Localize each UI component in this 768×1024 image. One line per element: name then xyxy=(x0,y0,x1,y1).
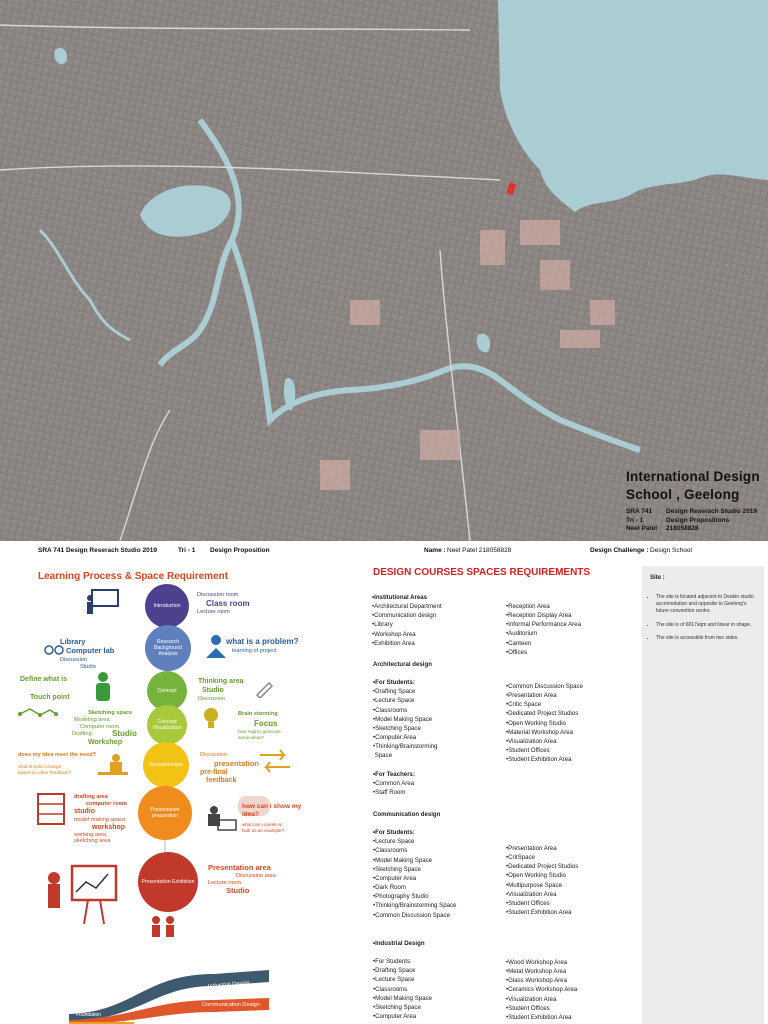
list-item: •Staff Room xyxy=(373,788,406,796)
presenting-desk-icon xyxy=(204,804,238,834)
list-item: •For Students: xyxy=(373,958,412,966)
list-item: •Sketching Space xyxy=(373,724,421,732)
list-item: •CritSpace xyxy=(506,854,535,862)
list-item: •Informal Performance Area xyxy=(506,621,581,629)
list-item: •Workshop Area xyxy=(372,630,416,638)
label: Define what is xyxy=(20,676,68,683)
list-item: •Thinking/Brainstorming xyxy=(373,743,438,751)
label: what is a problem? xyxy=(226,637,299,646)
map-title-line2: School , Geelong xyxy=(626,487,740,502)
list-item: •Visualization Area xyxy=(506,890,557,898)
list-item: •Library xyxy=(372,621,393,629)
list-item: Space xyxy=(373,752,392,760)
label: what should i change xyxy=(18,764,62,769)
list-item: •Student Offices xyxy=(506,747,550,755)
list-item: •Metal Workshop Area xyxy=(506,968,567,976)
label: Presentation area xyxy=(208,863,271,872)
list-item: •Student Offices xyxy=(506,1004,550,1012)
list-item: •Open Working Studio xyxy=(506,719,566,727)
flow-label-foundation: Foundation xyxy=(76,1012,102,1018)
list-item: •Classrooms xyxy=(373,706,408,714)
site-note: • The site is of 6017sqm and linear in shape. xyxy=(656,622,756,629)
list-item: •Presentation Area xyxy=(506,845,557,852)
sub-heading: •For Students: xyxy=(373,679,415,687)
learning-diagram xyxy=(14,582,310,1024)
header-tri: Tri - 1 xyxy=(178,547,196,554)
list-item: •Classrooms xyxy=(373,985,408,993)
label: studio xyxy=(74,808,95,815)
list-item: •Canteen xyxy=(506,639,532,647)
pencil-icon xyxy=(254,678,274,698)
label: idea? xyxy=(242,811,259,818)
industrial-left xyxy=(373,939,432,1021)
list-item: •Lecture Space xyxy=(373,976,415,984)
meta-key: Neel Patel xyxy=(626,525,658,533)
industrial-right xyxy=(506,958,577,1022)
label: Workshop xyxy=(88,739,123,746)
list-item: •Presentation Area xyxy=(506,692,557,700)
label: computer room xyxy=(86,801,128,807)
label: Class room xyxy=(206,599,250,608)
list-item: •Sketching Space xyxy=(373,1003,421,1011)
list-item: •Model Making Space xyxy=(373,994,433,1002)
label: Brain storming xyxy=(238,711,278,717)
label: Discussion xyxy=(198,696,226,702)
list-item: •Reception Area xyxy=(506,603,550,610)
architectural-right xyxy=(506,682,583,764)
list-item: •Ceramics Workshop Area xyxy=(506,986,578,994)
thinking-person-icon xyxy=(86,670,120,704)
label: Studio xyxy=(112,729,137,738)
label: model making space xyxy=(74,817,126,823)
list-item: •Student Exhibition Area xyxy=(506,1013,572,1021)
label: working area xyxy=(74,832,107,838)
stage-presentation-exhibition: Presentation Exhibition xyxy=(138,852,198,912)
header-proposition: Design Proposition xyxy=(210,547,270,554)
list-item: •Student Offices xyxy=(506,899,550,907)
list-item: •Drafting Space xyxy=(373,967,416,975)
label: Drafting xyxy=(72,731,92,737)
list-item: •Critic Space xyxy=(506,701,541,709)
list-item: •Multipurpose Space xyxy=(506,881,562,889)
list-item: •Exhibition Area xyxy=(372,639,415,647)
label: some ideas? xyxy=(238,735,265,740)
bookshelf-icon xyxy=(36,792,66,826)
stage-concept: Concept xyxy=(147,671,187,711)
list-item: •Architectural Department xyxy=(372,603,442,611)
presenter-chart-icon xyxy=(44,862,120,932)
label: Touch point xyxy=(30,694,70,701)
architectural-left xyxy=(373,660,437,797)
label: drafting area xyxy=(74,794,108,800)
section-heading: •Institutional Areas xyxy=(372,594,428,601)
stage-presentation-prep: Presentation preparation xyxy=(138,786,192,840)
label: Lecture room xyxy=(197,609,230,615)
label: what can i create or xyxy=(242,822,283,827)
label: pre-final xyxy=(200,769,228,776)
site-note: • The site is accessible from two sides. xyxy=(656,635,756,642)
label: Thinking area xyxy=(198,678,244,685)
learning-title: Learning Process & Space Requirement xyxy=(38,571,229,582)
section-heading: Communication design xyxy=(373,811,441,818)
label: Computer lab xyxy=(66,646,115,655)
institutional-right xyxy=(506,602,581,657)
list-item: •Computer Area xyxy=(373,1013,417,1021)
site-panel xyxy=(642,566,764,1024)
touch-point-line-icon xyxy=(18,706,58,720)
teacher-board-icon xyxy=(84,588,124,618)
map-title-line1: International Design xyxy=(626,469,760,484)
header-name-label: Name : xyxy=(424,547,446,554)
list-item: •Thinking/Brainstorming Space xyxy=(373,902,457,910)
list-item: •Computer Area xyxy=(373,734,417,742)
header-challenge-value: Design School xyxy=(650,547,692,554)
list-item: •Common Discussion Space xyxy=(373,911,450,919)
flow-label-industrial: Industrial Design xyxy=(207,980,250,990)
communication-left xyxy=(373,810,456,920)
stage-introduction: Introduction xyxy=(145,584,189,628)
list-item: •Common Area xyxy=(373,779,415,787)
meta-value: 218058828 xyxy=(666,525,699,533)
meta-key: Tri - 1 xyxy=(626,516,644,524)
label: Computer room xyxy=(80,724,119,730)
site-notes xyxy=(646,594,756,648)
meta-value: Design Propositions xyxy=(666,516,730,524)
list-item: •Communication design xyxy=(372,612,437,620)
list-item: •Glass Workshop Area xyxy=(506,977,567,985)
list-item: •Student Exhibition Area xyxy=(506,756,572,764)
list-item: •Model Making Space xyxy=(373,856,433,864)
list-item: •Offices xyxy=(506,648,527,656)
label: presentation xyxy=(214,759,260,768)
stage-concept-visualization: Concept Visualization xyxy=(147,705,187,745)
header-name-value: Neel Patel 218058828 xyxy=(447,547,512,554)
list-item: •Material Workshop Area xyxy=(506,728,574,736)
label: workshop xyxy=(92,824,126,831)
flow-label-communication: Communication Design xyxy=(202,1002,260,1008)
header-challenge-label: Design Challenge : xyxy=(590,547,649,554)
stage-research: Research Background Analysis xyxy=(145,625,191,671)
label: Lecture room xyxy=(208,880,241,886)
site-title: Site : xyxy=(650,575,665,581)
label: Studio xyxy=(202,687,224,694)
label: Modeling area xyxy=(74,717,110,723)
label: how might i generate xyxy=(238,729,281,734)
list-item: •Student Exhibition Area xyxy=(506,909,572,917)
list-item: •Visualization Area xyxy=(506,995,557,1003)
sheet-header xyxy=(0,547,768,559)
list-item: •Auditorium xyxy=(506,630,538,638)
list-item: •Wood Workshop Area xyxy=(506,959,568,966)
list-item: •Lecture Space xyxy=(373,838,415,846)
stage-reconstruction: Reconstruction xyxy=(143,742,189,788)
desk-figure-icon xyxy=(96,752,130,782)
label: how can i show my xyxy=(242,803,302,810)
label: sketching area xyxy=(74,838,111,844)
exchange-arrows-icon xyxy=(258,748,292,774)
list-item: •Drafting Space xyxy=(373,688,416,696)
meta-key: SRA 741 xyxy=(626,508,653,515)
communication-right xyxy=(506,844,578,917)
list-item: •Photography Studio xyxy=(373,893,429,901)
list-item: •Lecture Space xyxy=(373,697,415,705)
site-note: • The site is located adjacent to Deakin studio accomodation and opposite to Geelong's future convention centre. xyxy=(656,594,756,616)
label: Focus xyxy=(254,719,278,728)
sub-heading: •For Teachers: xyxy=(373,770,415,778)
list-item: •Model Making Space xyxy=(373,715,433,723)
list-item: •Visualization Area xyxy=(506,737,557,745)
list-item: •Sketching Space xyxy=(373,865,421,873)
label: built as an example? xyxy=(242,828,285,833)
label: Discussion area xyxy=(236,873,276,879)
section-heading: •Industrial Design xyxy=(373,940,425,947)
list-item: •Classrooms xyxy=(373,847,408,855)
institutional-left xyxy=(372,593,442,648)
label: learning of project xyxy=(232,648,277,654)
list-item: •Open Working Studio xyxy=(506,872,566,880)
label: Discussion room xyxy=(197,592,239,598)
meta-value: Design Reserach Studio 2019 xyxy=(666,508,758,515)
label: Library xyxy=(60,637,86,646)
label: Studio xyxy=(80,664,96,670)
list-item: •Common Discussion Space xyxy=(506,683,583,690)
header-course: SRA 741 Design Reserach Studio 2019 xyxy=(38,547,157,554)
audience-icon xyxy=(148,914,178,940)
sub-heading: •For Students: xyxy=(373,829,415,837)
label: based on other feedback? xyxy=(18,770,72,775)
list-item: •Dedicated Project Studios xyxy=(506,710,579,718)
list-item: •Reception Display Area xyxy=(506,612,572,620)
section-heading: Architectural design xyxy=(373,661,432,668)
label: Discussion xyxy=(60,657,88,663)
label: Discussion xyxy=(200,752,228,758)
label: Studio xyxy=(226,886,250,895)
map-title xyxy=(626,468,766,504)
idea-bulb-icon xyxy=(200,706,222,732)
map-meta xyxy=(626,508,757,534)
label: Sketching space xyxy=(88,710,133,716)
label: does my idea meet the need? xyxy=(18,752,97,758)
list-item: •Dedicated Project Studios xyxy=(506,863,579,871)
list-item: •Computer Area xyxy=(373,874,417,882)
label: feedback xyxy=(206,777,237,784)
list-item: •Dark Room xyxy=(373,884,406,892)
design-courses-title: DESIGN COURSES SPACES REQUIREMENTS xyxy=(373,567,591,578)
